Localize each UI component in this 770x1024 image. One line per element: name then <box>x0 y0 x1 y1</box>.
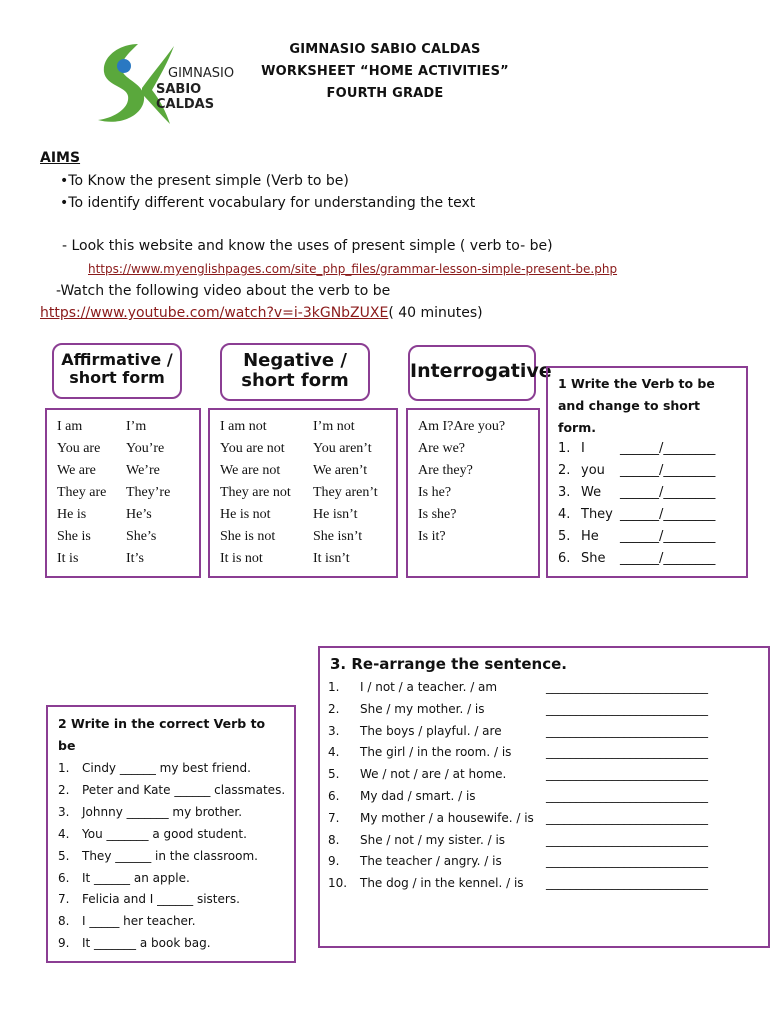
exercise3-answer-line: ___________________________ <box>546 832 708 847</box>
exercise1-title-2: and change to short <box>558 398 701 413</box>
exercise3-number: 6. <box>328 789 340 803</box>
exercise1-word: They <box>581 507 613 522</box>
video-link[interactable]: https://www.youtube.com/watch?v=i-3kGNbZUXE <box>40 305 389 321</box>
exercise3-number: 8. <box>328 832 340 847</box>
exercise3-number: 9. <box>328 854 340 869</box>
exercise1-title-1: 1 Write the Verb to be <box>558 376 715 391</box>
exercise3-item: My mother / a housewife. / is <box>360 810 534 825</box>
exercise1-blank: ______/________ <box>620 441 716 456</box>
exercise2-number: 7. <box>58 892 70 907</box>
negative-long-cell: You are not <box>220 441 285 456</box>
exercise3-answer-line: ___________________________ <box>546 701 708 716</box>
exercise1-word: We <box>581 485 602 500</box>
exercise2-title-1: 2 Write in the correct Verb to <box>58 716 266 731</box>
affirmative-long-cell: We are <box>57 463 96 478</box>
exercise3-number: 3. <box>328 723 340 738</box>
affirmative-short-cell: You’re <box>126 441 165 456</box>
exercise3-answer-line: ___________________________ <box>546 767 708 782</box>
negative-short-cell: They aren’t <box>313 485 378 500</box>
grade-title: FOURTH GRADE <box>326 86 444 101</box>
exercise1-word: He <box>581 529 599 544</box>
exercise3-item: The boys / playful. / are <box>360 723 502 738</box>
negative-long-cell: We are not <box>220 463 281 478</box>
exercise3-answer-line: ___________________________ <box>546 680 708 694</box>
exercise1-word: you <box>581 463 605 478</box>
exercise3-answer-line: ___________________________ <box>546 854 708 869</box>
affirmative-short-cell: She’s <box>126 529 157 544</box>
exercise2-item: Johnny _______ my brother. <box>82 804 243 819</box>
exercise1-number: 5. <box>558 529 571 544</box>
exercise1-blank: ______/________ <box>620 529 716 544</box>
exercise2-item: Felicia and I ______ sisters. <box>82 892 240 907</box>
website-link[interactable]: https://www.myenglishpages.com/site_php_files/grammar-lesson-simple-present-be.php <box>88 262 618 276</box>
affirmative-long-cell: It is <box>57 551 79 566</box>
exercise2-item: I _____ her teacher. <box>82 914 196 929</box>
exercise3-number: 2. <box>328 701 340 716</box>
exercise2-item: Peter and Kate ______ classmates. <box>82 782 286 797</box>
interrogative-cell: Is she? <box>418 507 457 522</box>
interrogative-title: Interrogative <box>408 345 536 401</box>
aims-item-2: •To identify different vocabulary for understanding the text <box>60 195 476 211</box>
affirmative-title: Affirmative / short form <box>52 343 182 399</box>
exercise3-item: She / not / my sister. / is <box>360 832 506 847</box>
exercise1-number: 3. <box>558 485 571 500</box>
exercise1-word: I <box>581 441 585 456</box>
exercise3-title: 3. Re-arrange the sentence. <box>330 655 567 673</box>
exercise1-number: 1. <box>558 441 571 456</box>
negative-long-cell: I am not <box>220 419 267 434</box>
exercise2-number: 1. <box>58 761 70 775</box>
exercise3-item: My dad / smart. / is <box>360 789 476 803</box>
logo-line2: SABIO CALDAS <box>156 82 215 112</box>
affirmative-long-cell: I am <box>57 419 83 434</box>
affirmative-short-cell: He’s <box>126 507 152 522</box>
exercise2-number: 9. <box>58 936 70 951</box>
video-line <box>40 305 483 321</box>
exercise3-item: She / my mother. / is <box>360 701 485 716</box>
exercise2-number: 3. <box>58 804 70 819</box>
negative-short-cell: We aren’t <box>313 463 368 478</box>
aims-title: AIMS <box>40 150 81 166</box>
exercise1-title-3: form. <box>558 420 596 435</box>
exercise1-word: She <box>581 551 606 566</box>
exercise3-answer-line: ___________________________ <box>546 789 708 803</box>
exercise3-number: 10. <box>328 876 348 891</box>
school-name: GIMNASIO SABIO CALDAS <box>289 42 481 57</box>
exercise3-item: The girl / in the room. / is <box>360 745 512 760</box>
worksheet-title: WORKSHEET “HOME ACTIVITIES” <box>261 64 509 79</box>
exercise2-number: 6. <box>58 870 70 885</box>
negative-title: Negative / short form <box>220 343 370 401</box>
affirmative-short-cell: They’re <box>126 485 171 500</box>
exercise2-title-2: be <box>58 738 76 753</box>
exercise1-number: 6. <box>558 551 571 566</box>
affirmative-short-cell: It’s <box>126 551 144 566</box>
exercise3-answer-line: ___________________________ <box>546 745 708 760</box>
interrogative-cell: Are they? <box>418 463 473 478</box>
exercise3-answer-line: ___________________________ <box>546 810 708 825</box>
interrogative-cell: Is he? <box>418 485 452 500</box>
negative-long-cell: She is not <box>220 529 276 544</box>
exercise1-blank: ______/________ <box>620 551 716 566</box>
affirmative-short-cell: I’m <box>126 419 147 434</box>
exercise2-item: Cindy ______ my best friend. <box>82 761 251 775</box>
exercise1-blank: ______/________ <box>620 485 716 500</box>
exercise2-item: They ______ in the classroom. <box>82 848 258 863</box>
negative-short-cell: It isn’t <box>313 551 350 566</box>
exercise1-number: 4. <box>558 507 571 522</box>
exercise3-number: 5. <box>328 767 340 782</box>
interrogative-cell: Am I?Are you? <box>418 419 506 434</box>
negative-long-cell: He is not <box>220 507 271 522</box>
exercise3-item: We / not / are / at home. <box>360 767 507 782</box>
interrogative-cell: Are we? <box>418 441 466 456</box>
negative-short-cell: She isn’t <box>313 529 363 544</box>
exercise2-item: It ______ an apple. <box>82 870 190 885</box>
exercise2-item: It _______ a book bag. <box>82 936 211 951</box>
exercise3-number: 7. <box>328 810 340 825</box>
exercise2-number: 8. <box>58 914 70 929</box>
exercise3-item: The teacher / angry. / is <box>360 854 502 869</box>
exercise2-number: 5. <box>58 848 70 863</box>
negative-short-cell: I’m not <box>313 419 355 434</box>
negative-short-cell: He isn’t <box>313 507 358 522</box>
affirmative-long-cell: He is <box>57 507 87 522</box>
exercise1-blank: ______/________ <box>620 507 716 522</box>
exercise3-number: 1. <box>328 680 340 694</box>
negative-long-cell: They are not <box>220 485 291 500</box>
exercise1-blank: ______/________ <box>620 463 716 478</box>
aims-item-1: •To Know the present simple (Verb to be) <box>60 173 349 189</box>
exercise3-answer-line: ___________________________ <box>546 876 708 891</box>
logo-line1: GIMNASIO <box>168 66 235 81</box>
school-logo <box>90 38 260 128</box>
affirmative-long-cell: She is <box>57 529 91 544</box>
affirmative-long-cell: They are <box>57 485 107 500</box>
exercise2-number: 4. <box>58 826 70 841</box>
exercise1-number: 2. <box>558 463 571 478</box>
video-instruction: -Watch the following video about the verb to be <box>56 283 391 299</box>
affirmative-short-cell: We’re <box>126 463 160 478</box>
negative-short-cell: You aren’t <box>313 441 372 456</box>
affirmative-long-cell: You are <box>57 441 101 456</box>
exercise3-answer-line: ___________________________ <box>546 723 708 738</box>
negative-long-cell: It is not <box>220 551 263 566</box>
website-instruction: - Look this website and know the uses of present simple ( verb to- be) <box>62 238 553 254</box>
video-duration: ( 40 minutes) <box>388 305 483 321</box>
exercise3-item: I / not / a teacher. / am <box>360 680 498 694</box>
exercise3-item: The dog / in the kennel. / is <box>360 876 524 891</box>
interrogative-cell: Is it? <box>418 529 446 544</box>
exercise2-item: You _______ a good student. <box>82 826 247 841</box>
exercise2-number: 2. <box>58 782 70 797</box>
exercise3-number: 4. <box>328 745 340 760</box>
